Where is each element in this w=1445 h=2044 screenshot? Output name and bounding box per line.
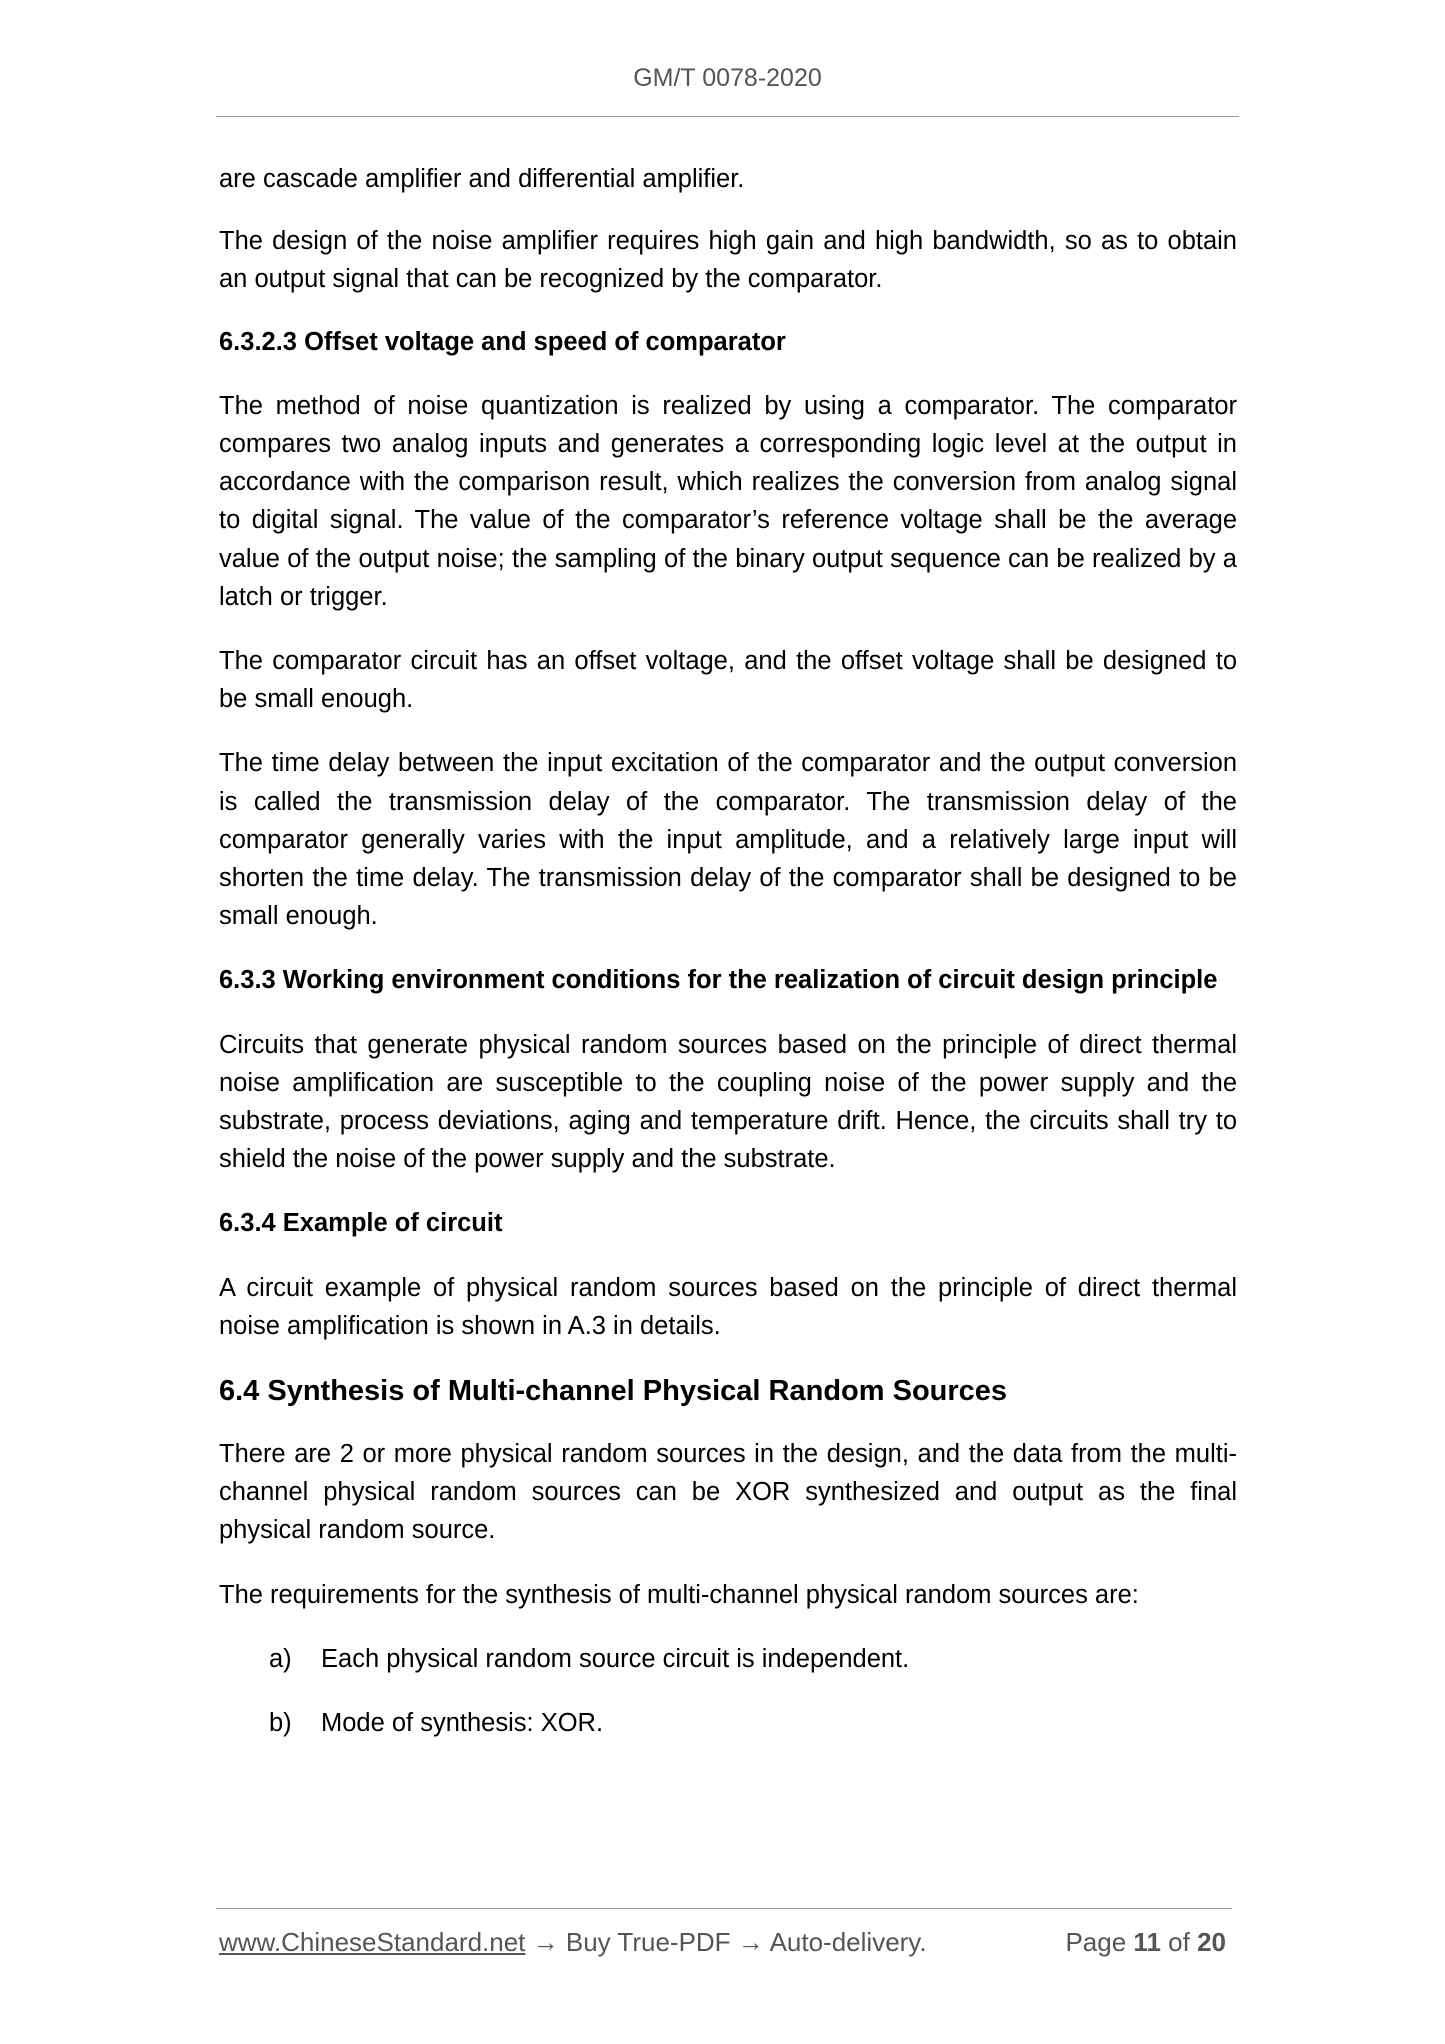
list-item — [219, 1640, 1237, 1678]
heading-6-3-3: 6.3.3 Working environment conditions for the realization of circuit design principle — [219, 966, 1218, 995]
paragraph-synthesis-requirements: The requirements for the synthesis of multi-channel physical random sources are: — [219, 1580, 1139, 1609]
page-number — [1065, 1927, 1226, 1958]
page-of-label: of — [1168, 1927, 1190, 1957]
paragraph-multi-channel: There are 2 or more physical random sources in the design, and the data from the multi-channel physical random sources can be XOR synthesized and output as the final physical random source. — [219, 1440, 1237, 1545]
page-footer — [219, 1927, 1232, 1958]
page-current: 11 — [1133, 1927, 1161, 1957]
heading-6-3-2-3: 6.3.2.3 Offset voltage and speed of comparator — [219, 327, 786, 356]
list-item — [219, 1704, 1237, 1742]
list-item-text: Each physical random source circuit is independent. — [321, 1644, 910, 1673]
page-label: Page — [1065, 1927, 1127, 1957]
paragraph-circuit-example: A circuit example of physical random sources based on the principle of direct thermal noise amplification is shown in A.3 in details. — [219, 1273, 1237, 1340]
paragraph-transmission-delay: The time delay between the input excitation of the comparator and the output conversion is called the transmission delay of the comparator. The transmission delay of the comparator generally varies with the input amplitude, and a relatively large input will shorten the time delay. The transmission delay of the comparator shall be designed to be small enough. — [219, 749, 1237, 931]
list-item-text: Mode of synthesis: XOR. — [321, 1709, 604, 1738]
footer-divider — [216, 1908, 1232, 1909]
page-total: 20 — [1197, 1927, 1226, 1957]
paragraph-noise-quantization: The method of noise quantization is realized by using a comparator. The comparator compares two analog inputs and generates a corresponding logic level at the output in accordance with the comparison result, which realizes the conversion from analog signal to digital signal. The value of the comparator’s reference voltage shall be the average value of the output noise; the sampling of the binary output sequence can be realized by a latch or trigger. — [219, 391, 1237, 611]
page-content — [219, 160, 1237, 1742]
list-marker: a) — [269, 1644, 292, 1673]
heading-6-4: 6.4 Synthesis of Multi-channel Physical Random Sources — [219, 1375, 1008, 1408]
paragraph-working-environment: Circuits that generate physical random sources based on the principle of direct thermal noise amplification are susceptible to the coupling noise of the power supply and the substrate, process deviations, aging and temperature drift. Hence, the circuits shall try to shield the noise of the power supply and the substrate. — [219, 1030, 1237, 1174]
heading-6-3-4: 6.3.4 Example of circuit — [219, 1209, 503, 1238]
paragraph-amplifier-types: are cascade amplifier and differential amplifier. — [219, 165, 745, 193]
website-link[interactable]: www.ChineseStandard.net — [219, 1927, 526, 1957]
paragraph-offset-voltage: The comparator circuit has an offset voltage, and the offset voltage shall be designed to be small enough. — [219, 647, 1237, 714]
paragraph-amplifier-design: The design of the noise amplifier requires high gain and high bandwidth, so as to obtain an output signal that can be recognized by the comparator. — [219, 227, 1237, 294]
header-divider — [216, 116, 1239, 117]
document-id-header: GM/T 0078-2020 — [633, 64, 822, 92]
list-marker: b) — [269, 1709, 292, 1738]
footer-tagline: → Buy True-PDF → Auto-delivery. — [525, 1927, 927, 1957]
